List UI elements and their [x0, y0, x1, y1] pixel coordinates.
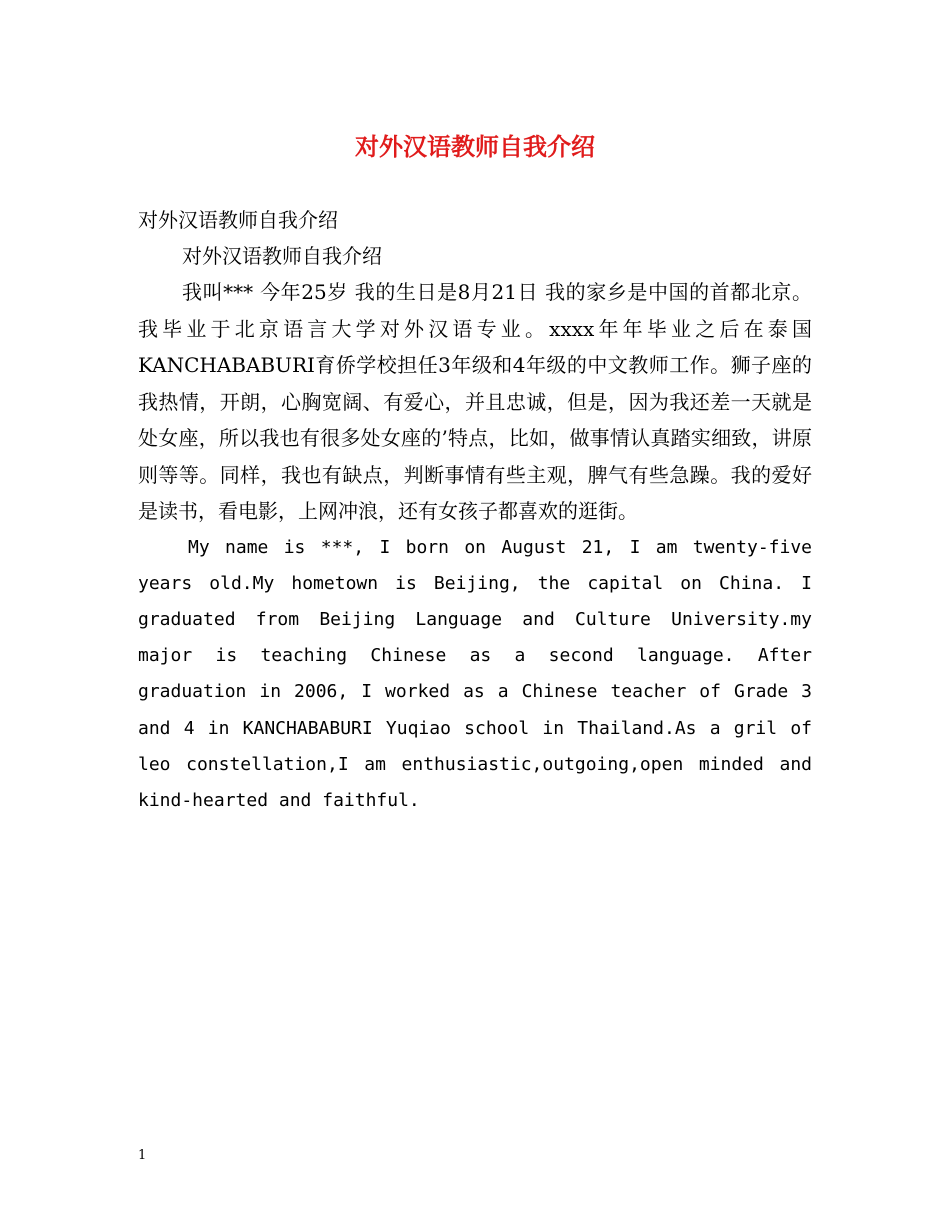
heading-line-2: 对外汉语教师自我介绍	[182, 244, 382, 268]
document-title: 对外汉语教师自我介绍	[355, 132, 595, 161]
document-body	[138, 202, 812, 819]
english-paragraph: My name is ***, I born on August 21, I am twenty-five years old.My hometown is Beijing, the capital on China. I graduated from Beijing Language and Culture University.my major is teaching Chinese as a second language. After graduation in 2006, I worked as a Chinese teacher of Grade 3 and 4 in KANCHABABURI Yuqiao school in Thailand.As a gril of leo constellation,I am enthusiastic,outgoing,open minded and kind-hearted and faithful.	[138, 536, 812, 811]
chinese-paragraph: 我叫*** 今年25岁 我的生日是8月21日 我的家乡是中国的首都北京。我毕业于北京语言大学对外汉语专业。xxxx年年毕业之后在泰国KANCHABABURI育侨学校担任3年级和4年级的中文教师工作。狮子座的我热情，开朗，心胸宽阔、有爱心，并且忠诚，但是，因为我还差一天就是处女座，所以我也有很多处女座的’特点，比如，做事情认真踏实细致，讲原则等等。同样，我也有缺点，判断事情有些主观，脾气有些急躁。我的爱好是读书，看电影，上网冲浪，还有女孩子都喜欢的逛街。	[138, 280, 812, 523]
page-number: 1	[138, 1148, 147, 1163]
heading-line-1: 对外汉语教师自我介绍	[138, 208, 338, 232]
